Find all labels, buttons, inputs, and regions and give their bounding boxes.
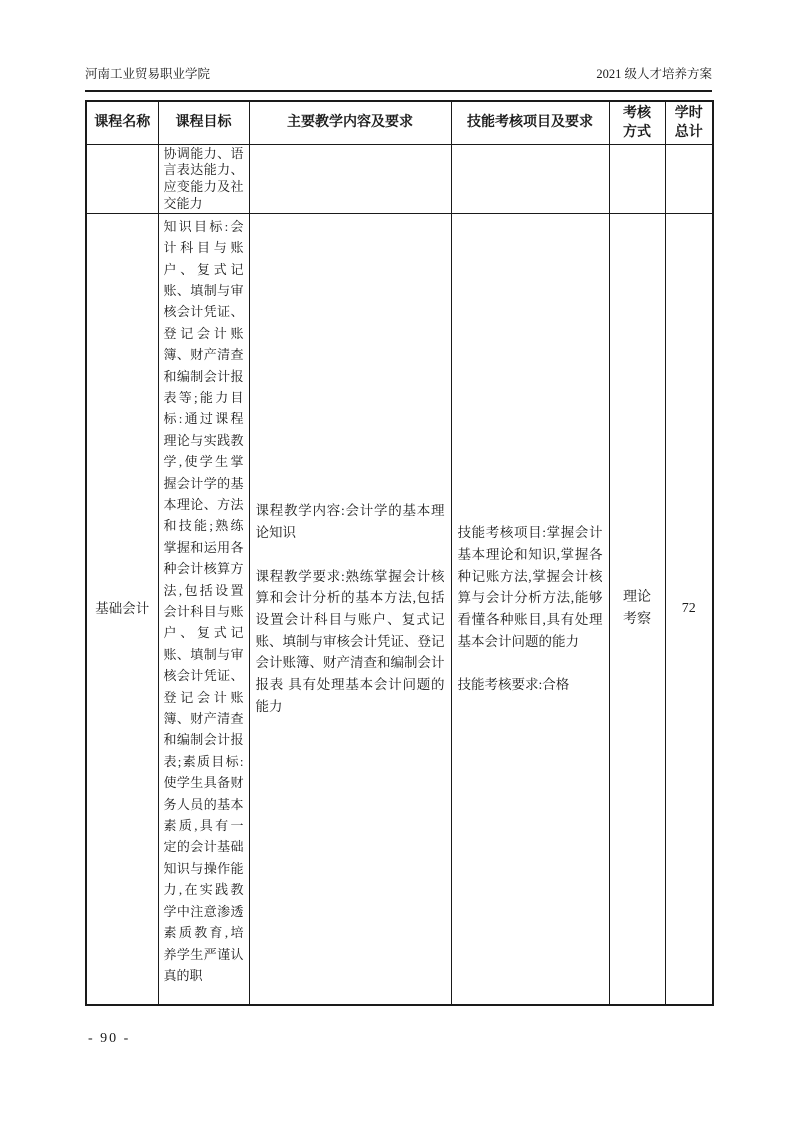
running-header	[85, 66, 712, 82]
col-header-total-hours: 学时总计	[665, 101, 713, 144]
cell-teaching-content	[249, 213, 451, 1005]
cell-total-hours	[665, 144, 713, 213]
skill-assessment-item-paragraph: 技能考核项目:掌握会计基本理论和知识,掌握各种记账方法,掌握会计核算与会计分析方法,能够看懂各种账目,具有处理基本会计问题的能力	[457, 525, 603, 649]
table-row-continuation	[86, 144, 713, 213]
cell-course-name	[86, 144, 158, 213]
running-header-plan: 2021 级人才培养方案	[596, 67, 712, 81]
teaching-requirement-paragraph: 课程教学要求:熟练掌握会计核算和会计分析的基本方法,包括设置会计科目与账户、复式记账、填制与审核会计凭证、登记会计账簿、财产清查和编制会计报表 具有处理基本会计问题的能力	[255, 568, 445, 714]
col-header-course-name: 课程名称	[86, 101, 158, 144]
curriculum-table	[85, 100, 714, 1006]
cell-objectives: 知识目标:会计科目与账户、复式记账、填制与审核会计凭证、登记会计账簿、财产清查和编制会计报表等;能力目标:通过课程理论与实践教学,使学生掌握会计学的基本理论、方法和技能;熟练掌握和运用各种会计核算方法,包括设置会计科目与账户、复式记账、填制与审核会计凭证、登记会计账簿、财产清查和编制会计报表;素质目标:使学生具备财务人员的基本素质,具有一定的会计基础知识与操作能力,在实践教学中注意渗透素质教育,培养学生严谨认真的职	[158, 213, 249, 1005]
cell-objectives: 协调能力、语言表达能力、应变能力及社交能力	[158, 144, 249, 213]
col-header-teaching-content: 主要教学内容及要求	[249, 101, 451, 144]
col-header-skill-assessment: 技能考核项目及要求	[451, 101, 609, 144]
cell-skill-assessment	[451, 213, 609, 1005]
header-rule	[85, 90, 712, 92]
teaching-content-paragraph: 课程教学内容:会计学的基本理论知识	[255, 503, 445, 541]
col-header-objectives: 课程目标	[158, 101, 249, 144]
running-header-school: 河南工业贸易职业学院	[85, 67, 211, 81]
table-row-basic-accounting	[86, 213, 713, 1005]
page-number: - 90 -	[88, 1031, 131, 1046]
skill-assessment-requirement-paragraph: 技能考核要求:合格	[457, 677, 570, 693]
cell-assess-method	[609, 144, 665, 213]
table-header-row	[86, 101, 713, 144]
cell-assess-method: 理论考察	[609, 213, 665, 1005]
cell-course-name: 基础会计	[86, 213, 158, 1005]
cell-teaching-content	[249, 144, 451, 213]
cell-skill-assessment	[451, 144, 609, 213]
cell-total-hours: 72	[665, 213, 713, 1005]
col-header-assess-method: 考核方式	[609, 101, 665, 144]
